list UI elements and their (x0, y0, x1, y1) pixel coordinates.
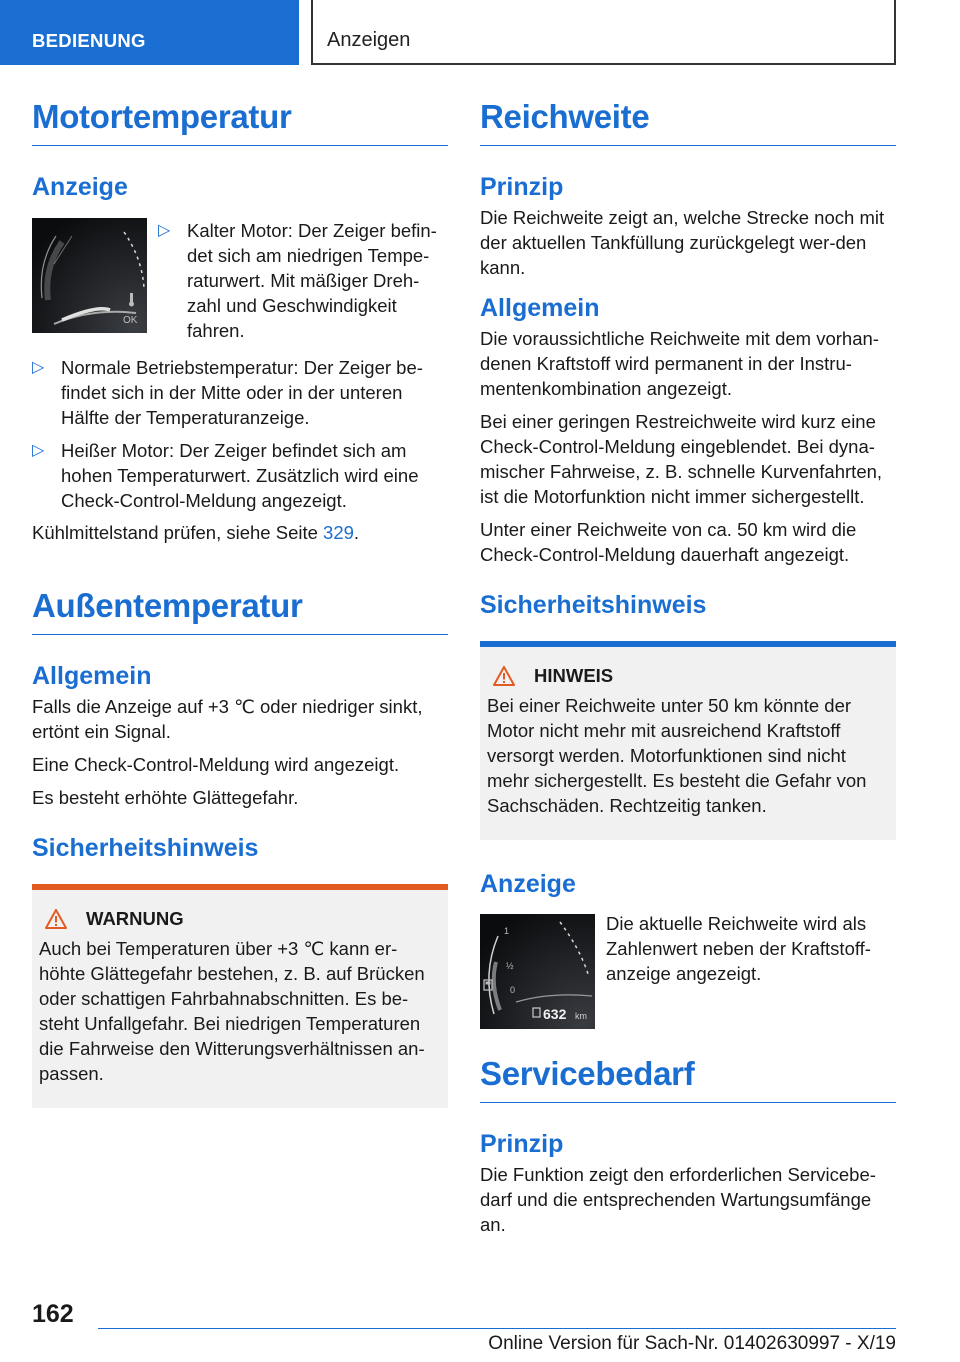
paragraph: Die Funktion zeigt den erforderlichen Servicebe-darf und die entsprechenden Wartungsumfänge an. (480, 1164, 876, 1235)
range-gauge-image (480, 914, 595, 1029)
temperature-figure-row (32, 218, 448, 343)
coolant-reference (32, 520, 448, 545)
warning-triangle-icon (45, 909, 67, 929)
heading-reichweite: Reichweite (480, 100, 896, 146)
paragraph: Unter einer Reichweite von ca. 50 km wird die Check-Control-Meldung dauerhaft angezeigt. (480, 519, 857, 565)
notice-title-row (487, 665, 889, 687)
list-item-cold-engine (158, 218, 448, 343)
heading-aussentemperatur: Außentemperatur (32, 589, 448, 635)
left-column (32, 100, 448, 1108)
reference-text: Kühlmittelstand prüfen, siehe Seite (32, 522, 324, 543)
page-number: 162 (32, 1300, 74, 1328)
subheading-allgemein: Allgemein (480, 294, 600, 322)
notice-title: HINWEIS (534, 665, 614, 686)
warning-box (32, 884, 448, 1108)
list-item-text: Heißer Motor: Der Zeiger befindet sich am hohen Temperaturwert. Zusätzlich wird eine Check-Control-Meldung angezeigt. (61, 440, 419, 511)
subheading-allgemein: Allgemein (32, 662, 152, 690)
page-link-329[interactable]: 329 (323, 522, 354, 543)
range-figure-row (480, 914, 896, 1049)
list-item-text: Kalter Motor: Der Zeiger befin-det sich am niedrigen Tempe-raturwert. Mit mäßiger Dreh-zahl und Geschwindigkeit fahren. (187, 220, 437, 341)
notice-text: Bei einer Reichweite unter 50 km könnte der Motor nicht mehr mit ausreichend Kraftstoff versorgt werden. Motorfunktionen sind nicht mehr sichergestellt. Es besteht die Gefahr von Sachschäden. Rechtzeitig tanken. (487, 695, 867, 816)
gauge-tick-half: ½ (506, 961, 514, 971)
gauge-range-unit: km (575, 1011, 587, 1021)
section-tab (0, 0, 299, 65)
right-column (480, 100, 896, 1237)
chapter-title: Anzeigen (327, 29, 411, 51)
gauge-ok-label: OK (123, 315, 138, 326)
paragraph: Die Reichweite zeigt an, welche Strecke noch mit der aktuellen Tankfüllung zurückgelegt wer-den kann. (480, 207, 885, 278)
paragraph: Falls die Anzeige auf +3 ℃ oder niedriger sinkt, ertönt ein Signal. (32, 696, 423, 742)
footer-divider (98, 1328, 896, 1329)
paragraph: Die voraussichtliche Reichweite mit dem vorhan-denen Kraftstoff wird permanent in der Instru-mentenkombination angezeigt. (480, 328, 879, 399)
triangle-bullet-icon: ▷ (32, 359, 45, 376)
triangle-bullet-icon: ▷ (32, 442, 45, 459)
subheading-anzeige: Anzeige (32, 173, 128, 201)
triangle-bullet-icon: ▷ (158, 222, 171, 239)
warning-text: Auch bei Temperaturen über +3 ℃ kann er-höhte Glättegefahr bestehen, z. B. auf Brücken oder schattigen Fahrbahnabschnitten. Es be-steht Unfallgefahr. Bei niedrigen Temperaturen die Fahrweise den Witterungsverhältnissen an-passen. (39, 938, 425, 1084)
paragraph: Bei einer geringen Restreichweite wird kurz eine Check-Control-Meldung eingeblendet. Bei dyna-mischer Fahrweise, z. B. schnelle Kurvenfahrten, ist die Motorfunktion nicht immer sichergestellt. (480, 411, 883, 507)
heading-motortemperatur: Motortemperatur (32, 100, 448, 146)
paragraph: Es besteht erhöhte Glättegefahr. (32, 787, 299, 808)
gauge-range-value: 632 (543, 1006, 567, 1022)
list-item-normal-temperature (32, 355, 448, 430)
paragraph: Eine Check-Control-Meldung wird angezeigt. (32, 754, 400, 775)
gauge-tick-full: 1 (504, 926, 510, 936)
footer-online-version: Online Version für Sach-Nr. 01402630997 - X/19 (488, 1333, 896, 1354)
section-title: BEDIENUNG (32, 30, 146, 51)
paragraph: Die aktuelle Reichweite wird als Zahlenwert neben der Kraftstoff-anzeige angezeigt. (606, 913, 871, 984)
subheading-sicherheitshinweis: Sicherheitshinweis (32, 834, 259, 862)
heading-servicebedarf: Servicebedarf (480, 1057, 896, 1103)
warning-triangle-icon (493, 666, 515, 686)
subheading-prinzip: Prinzip (480, 173, 564, 201)
list-item-hot-engine (32, 438, 448, 513)
subheading-sicherheitshinweis: Sicherheitshinweis (480, 591, 707, 619)
subheading-prinzip: Prinzip (480, 1130, 564, 1158)
reference-end: . (353, 522, 360, 543)
chapter-header (311, 0, 896, 65)
gauge-tick-empty: 0 (510, 985, 516, 995)
temperature-gauge-image (32, 218, 147, 333)
subheading-anzeige: Anzeige (480, 870, 576, 898)
warning-title-row (39, 908, 441, 930)
range-gauge-graphic (480, 914, 595, 1029)
warning-title: WARNUNG (86, 908, 184, 929)
notice-box (480, 641, 896, 840)
list-item-text: Normale Betriebstemperatur: Der Zeiger be-findet sich in der Mitte oder in der unteren Hälfte der Temperaturanzeige. (61, 357, 423, 428)
temperature-gauge-graphic (32, 218, 147, 333)
